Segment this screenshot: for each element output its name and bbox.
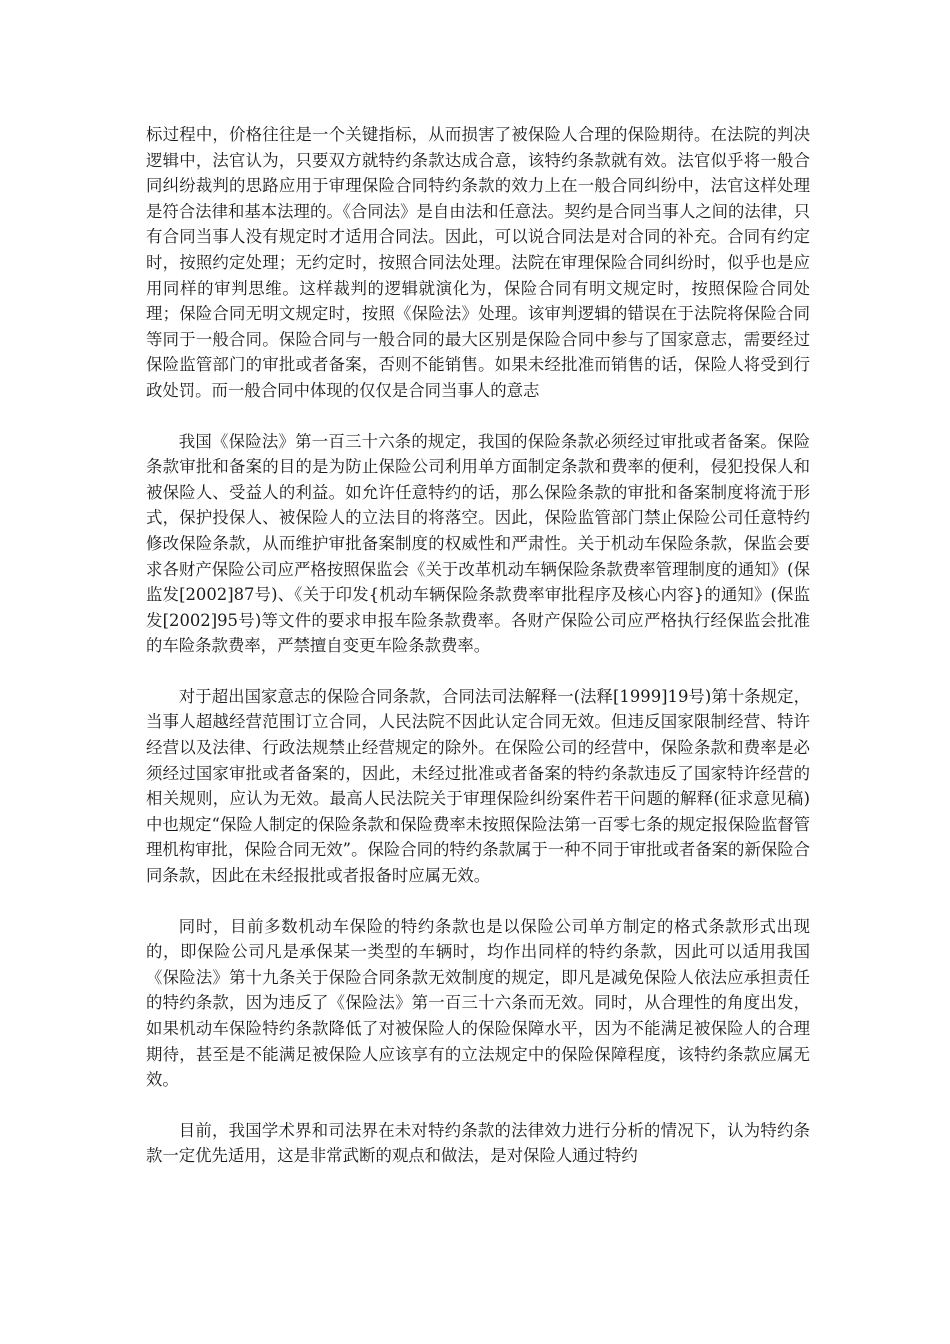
paragraph-2: 我国《保险法》第一百三十六条的规定，我国的保险条款必须经过审批或者备案。保险条款审批和备案的目的是为防止保险公司利用单方面制定条款和费率的便利，侵犯投保人和被保险人、受益人的利益。如允许任意特约的话，那么保险条款的审批和备案制度将流于形式，保护投保人、被保险人的立法目的将落空。因此，保险监管部门禁止保险公司任意特约修改保险条款，从而维护审批备案制度的权威性和严肃性。关于机动车保险条款，保监会要求各财产保险公司应严格按照保监会《关于改革机动车辆保险条款费率管理制度的通知》(保监发[2002]87号)、《关于印发{机动车辆保险条款费率审批程序及核心内容}的通知》(保监发[2002]95号)等文件的要求申报车险条款费率。各财产保险公司应严格执行经保监会批准的车险条款费率，严禁擅自变更车险条款费率。 [146, 431, 810, 656]
paragraph-5: 目前，我国学术界和司法界在未对特约条款的法律效力进行分析的情况下，认为特约条款一定优先适用，这是非常武断的观点和做法，是对保险人通过特约 [146, 1120, 810, 1166]
document-body [146, 122, 810, 1169]
paragraph-3: 对于超出国家意志的保险合同条款，合同法司法解释一(法释[1999]19号)第十条规定，当事人超越经营范围订立合同，人民法院不因此认定合同无效。但违反国家限制经营、特许经营以及法律、行政法规禁止经营规定的除外。在保险公司的经营中，保险条款和费率是必须经过国家审批或者备案的，因此，未经过批准或者备案的特约条款违反了国家特许经营的相关规则，应认为无效。最高人民法院关于审理保险纠纷案件若干问题的解释(征求意见稿)中也规定“保险人制定的保险条款和保险费率未按照保险法第一百零七条的规定报保险监督管理机构审批，保险合同无效”。保险合同的特约条款属于一种不同于审批或者备案的新保险合同条款，因此在未经报批或者报备时应属无效。 [146, 686, 811, 886]
paragraph-1: 标过程中，价格往往是一个关键指标，从而损害了被保险人合理的保险期待。在法院的判决逻辑中，法官认为，只要双方就特约条款达成合意，该特约条款就有效。法官似乎将一般合同纠纷裁判的思路应用于审理保险合同特约条款的效力上在一般合同纠纷中，法官这样处理是符合法律和基本法理的。《合同法》是自由法和任意法。契约是合同当事人之间的法律，只有合同当事人没有规定时才适用合同法。因此，可以说合同法是对合同的补充。合同有约定时，按照约定处理；无约定时，按照合同法处理。法院在审理保险合同纠纷时，似乎也是应用同样的审判思维。这样裁判的逻辑就演化为，保险合同有明文规定时，按照保险合同处理；保险合同无明文规定时，按照《保险法》处理。该审判逻辑的错误在于法院将保险合同等同于一般合同。保险合同与一般合同的最大区别是保险合同中参与了国家意志，需要经过保险监管部门的审批或者备案，否则不能销售。如果未经批准而销售的话，保险人将受到行政处罚。而一般合同中体现的仅仅是合同当事人的意志 [146, 125, 810, 400]
paragraph-4: 同时，目前多数机动车保险的特约条款也是以保险公司单方制定的格式条款形式出现的，即保险公司凡是承保某一类型的车辆时，均作出同样的特约条款，因此可以适用我国《保险法》第十九条关于保险合同条款无效制度的规定，即凡是减免保险人依法应承担责任的特约条款，因为违反了《保险法》第一百三十六条而无效。同时，从合理性的角度出发，如果机动车保险特约条款降低了对被保险人的保险保障水平，因为不能满足被保险人的合理期待，甚至是不能满足被保险人应该享有的立法规定中的保险保障程度，该特约条款应属无效。 [146, 916, 810, 1090]
